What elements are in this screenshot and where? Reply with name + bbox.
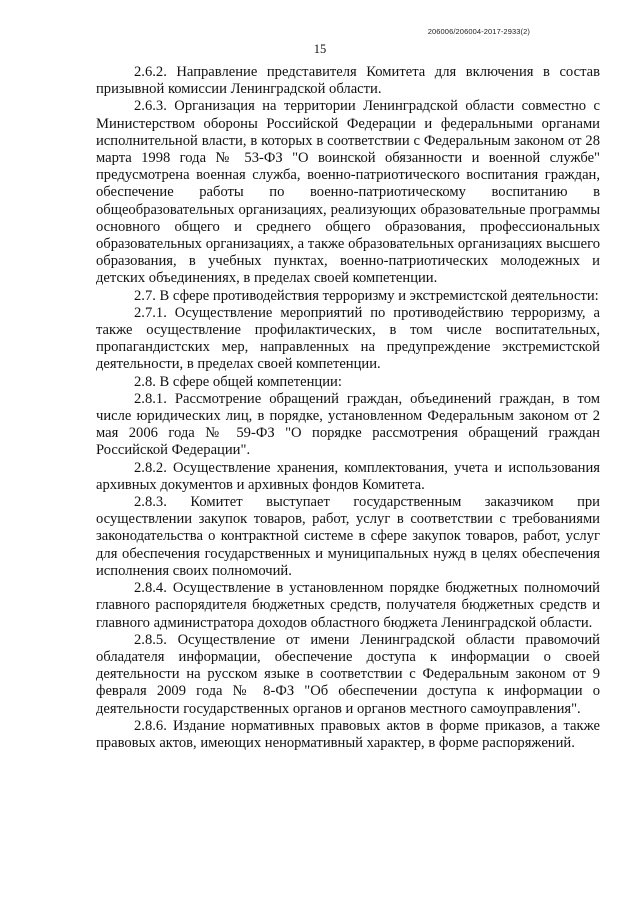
clause-2-6-2: 2.6.2. Направление представителя Комитета для включения в состав призывной комиссии Ленинградской области. (96, 64, 600, 98)
page-number: 15 (313, 42, 327, 56)
clause-2-7-1: 2.7.1. Осуществление мероприятий по противодействию терроризму, а также осуществление профилактических, в том числе воспитательных, пропагандистских мер, направленных на предупреждение экстремистской деятельности, в пределах своей компетенции. (96, 304, 600, 373)
document-registration-code: 206006/206004-2017-2933(2) (427, 27, 530, 36)
document-body (96, 64, 600, 752)
clause-2-8-6: 2.8.6. Издание нормативных правовых актов в форме приказов, а также правовых актов, имеющих ненормативный характер, в форме распоряжений. (96, 717, 600, 751)
clause-2-8-5: 2.8.5. Осуществление от имени Ленинградской области правомочий обладателя информации, обеспечение доступа к информации о своей деятельности на русском языке в соответствии с Федеральным законом от 9 февраля 2009 года № 8-ФЗ "Об обеспечении доступа к информации о деятельности государственных органов и органов местного самоуправления". (96, 631, 600, 717)
section-2-7-heading: 2.7. В сфере противодействия терроризму и экстремистской деятельности: (134, 287, 599, 304)
clause-2-8-2: 2.8.2. Осуществление хранения, комплектования, учета и использования архивных документов и архивных фондов Комитета. (96, 459, 600, 493)
clause-2-6-3: 2.6.3. Организация на территории Ленинградской области совместно с Министерством обороны Российской Федерации и федеральными органами исполнительной власти, в которых в соответствии с Федеральным законом от 28 марта 1998 года № 53-ФЗ "О воинской обязанности и военной службе" предусмотрена военная служба, военно-патриотического воспитания граждан, обеспечение работы по военно-патриотическому воспитанию в общеобразовательных организациях, реализующих образовательные программы основного общего и среднего общего образования, профессиональных образовательных организациях, а также образовательных организациях высшего образования, в учебных пунктах, военно-патриотических молодежных и детских объединениях, в пределах своей компетенции. (96, 98, 600, 287)
clause-2-8-4: 2.8.4. Осуществление в установленном порядке бюджетных полномочий главного распорядителя бюджетных средств, получателя бюджетных средств и главного администратора доходов областного бюджета Ленинградской области. (96, 580, 600, 631)
clause-2-8-1: 2.8.1. Рассмотрение обращений граждан, объединений граждан, в том числе юридических лиц, в порядке, установленном Федеральным законом от 2 мая 2006 года № 59-ФЗ "О порядке рассмотрения обращений граждан Российской Федерации". (96, 390, 600, 459)
section-2-8-heading: 2.8. В сфере общей компетенции: (134, 373, 342, 390)
clause-2-8-3: 2.8.3. Комитет выступает государственным заказчиком при осуществлении закупок товаров, работ, услуг в соответствии с требованиями законодательства о контрактной системе в сфере закупок товаров, работ, услуг для обеспечения государственных и муниципальных нужд в целях обеспечения исполнения своих полномочий. (96, 494, 600, 579)
